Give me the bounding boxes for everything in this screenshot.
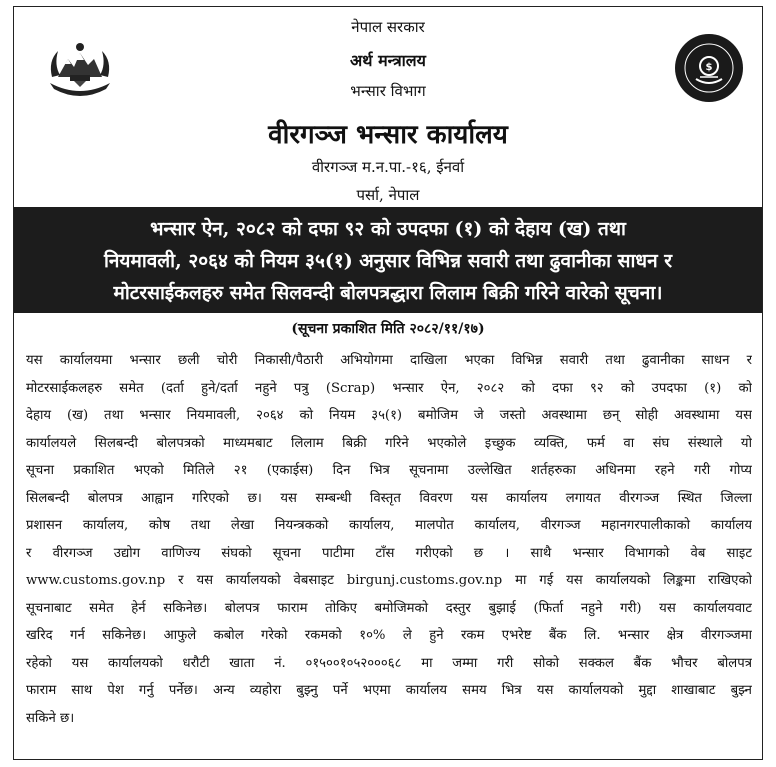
- notice-body: [26, 347, 752, 732]
- body-line: प्रशासन कार्यालय, कोष तथा लेखा नियन्त्रकको कार्यालय, मालपोत कार्यालय, वीरगञ्ज महानगरपालीकाको कार्यालय: [26, 518, 752, 533]
- address-line-2: पर्सा, नेपाल: [356, 186, 420, 204]
- office-title: वीरगञ्ज भन्सार कार्यालय: [268, 120, 508, 150]
- ministry-label: अर्थ मन्त्रालय: [350, 51, 426, 70]
- body-line: र वीरगञ्ज उद्योग वाणिज्य संघको सूचना पाटीमा टाँस गरीएको छ । साथै भन्सार विभागको वेब साइट: [26, 545, 752, 561]
- banner-line-2: नियमावली, २०६४ को नियम ३५(१) अनुसार विभिन्न सवारी तथा ढुवानीका साधन र: [103, 250, 673, 272]
- govt-label: नेपाल सरकार: [351, 18, 425, 36]
- body-line: कार्यालयले सिलबन्दी बोलपत्रको माध्यमबाट लिलाम बिक्री गरिने भएकोले इच्छुक व्यक्ति, फर्म वा संघ संस्थाले यो: [26, 435, 752, 451]
- body-line: www.customs.gov.np र यस कार्यालयको वेबसाइट birgunj.customs.gov.np मा गई यस कार्यालयको लिङ्कमा राखिएको: [26, 573, 752, 588]
- svg-text:$: $: [705, 62, 713, 73]
- body-line: रहेको यस कार्यालयको धरौटी खाता नं. ०१५००१०५२०००६८ मा जम्मा गरी सोको सक्कल बैंक भौचर बोलपत्र: [26, 655, 752, 671]
- body-line: सूचना प्रकाशित भएको मितिले २१ (एकाईस) दिन भित्र सूचनामा उल्लेखित शर्तहरुका अधिनमा रहने गरी गोप्य: [26, 463, 752, 478]
- body-line: यस कार्यालयमा भन्सार छली चोरी निकासी/पैठारी अभियोगमा दाखिला भएका विभिन्न सवारी तथा ढुवानीका साधन र: [26, 353, 752, 368]
- department-label: भन्सार विभाग: [350, 82, 426, 100]
- body-line: देहाय (ख) तथा भन्सार नियमावली, २०६४ को नियम ३५(१) बमोजिम जे जस्तो अवस्थामा छन् सोही अवस्थामा यस: [26, 408, 752, 423]
- body-line-last: सकिने छ।: [26, 710, 75, 726]
- notice-header: [14, 7, 762, 207]
- publication-date: (सूचना प्रकाशित मिति २०८२/११/१७): [291, 321, 485, 337]
- body-line: सूचनाबाट समेत हेर्न सकिनेछ। बोलपत्र फाराम तोकिए बमोजिमको दस्तुर बुझाई (फिर्ता नहुने गरी) यस कार्यालयवाट: [26, 600, 752, 616]
- address-line-1: वीरगञ्ज म.न.पा.-१६, ईनर्वा: [311, 158, 465, 176]
- body-line: खरिद गर्न सकिनेछ। आफुले कबोल गरेको रकमको १०% ले हुने रकम एभरेष्ट बैंक लि. भन्सार क्षेत्र वीरगञ्जमा: [26, 628, 752, 643]
- customs-seal-icon: [674, 33, 744, 103]
- body-line: सिलबन्दी बोलपत्र आह्वान गरिएको छ। यस सम्बन्धी विस्तृत विवरण यस कार्यालय लगायत वीरगञ्ज स्थित जिल्ला: [26, 490, 752, 506]
- banner-line-3: मोटरसाईकलहरु समेत सिलवन्दी बोलपत्रद्धारा लिलाम बिक्री गरिने वारेको सूचना।: [113, 282, 663, 304]
- body-line: फाराम साथ पेश गर्नु पर्नेछ। अन्य व्यहोरा बुझ्नु पर्ने भएमा कार्यालय समय भित्र यस कार्यालयको मुद्दा शाखाबाट बुझ्न: [26, 683, 752, 698]
- notice-frame: [13, 6, 763, 760]
- body-line: मोटरसाईकलहरु समेत (दर्ता हुने/दर्ता नहुने पत्रु (Scrap) भन्सार ऐन, २०८२ को दफा ९२ को उपदफा (१) को: [26, 380, 752, 396]
- banner-line-1: भन्सार ऐन, २०८२ को दफा ९२ को उपदफा (१) को देहाय (ख) तथा: [150, 218, 626, 240]
- notice-title-banner: [14, 207, 762, 313]
